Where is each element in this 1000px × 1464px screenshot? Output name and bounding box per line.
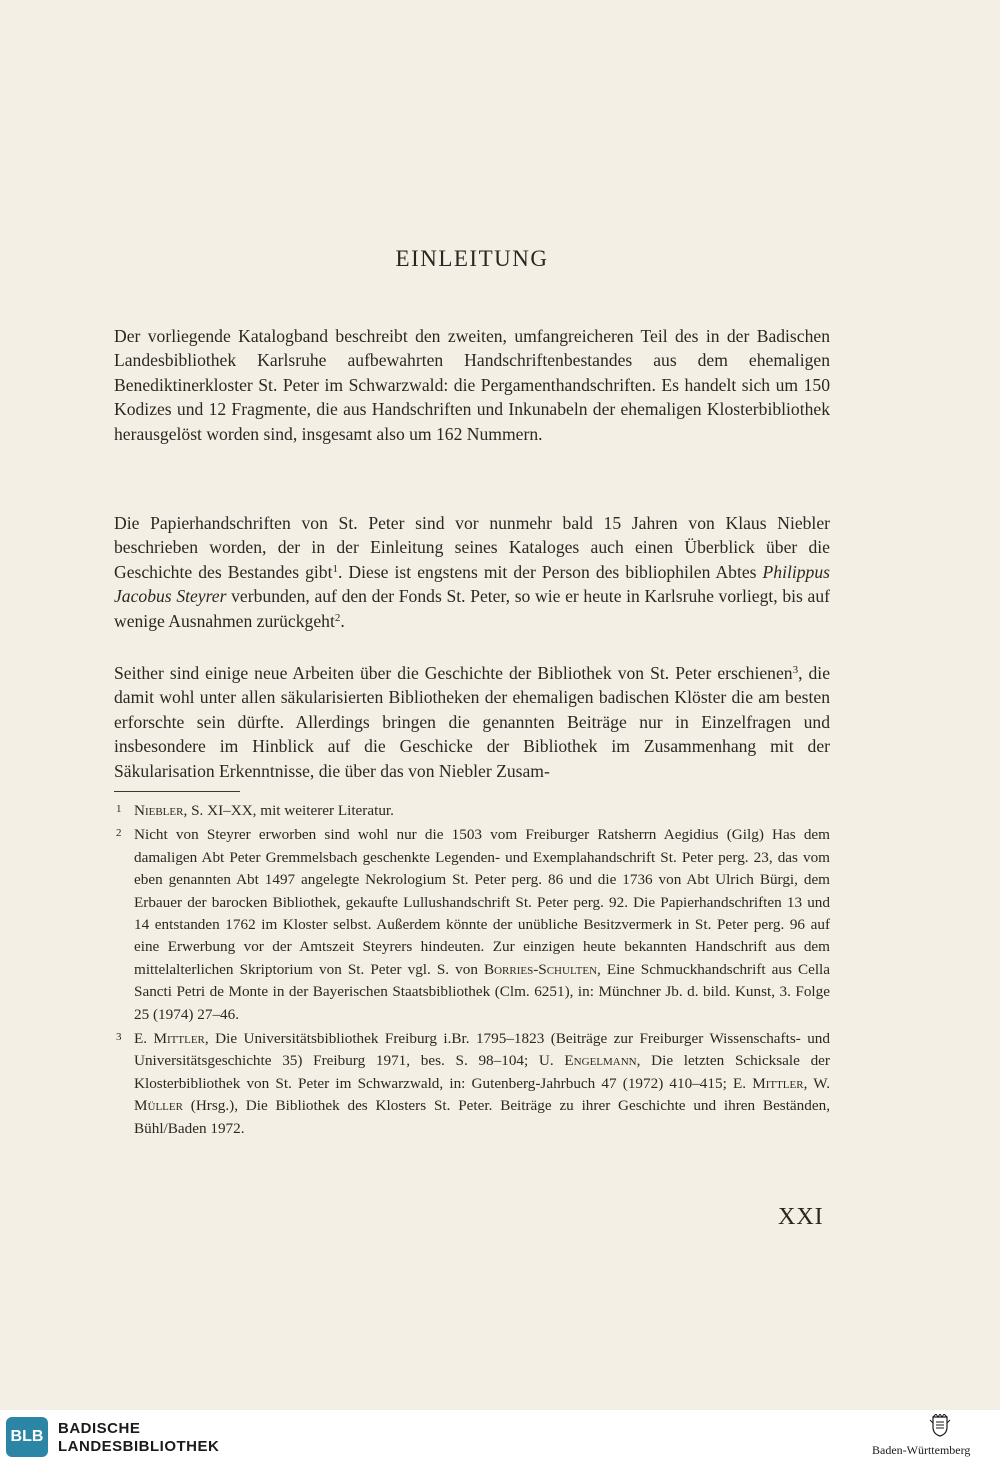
library-name [58,1420,219,1456]
paragraph-1: Der vorliegende Katalogband beschreibt den zweiten, umfangreicheren Teil des in der Badischen Landesbibliothek Karlsruhe aufbewahrten Handschriftenbestandes aus dem ehemaligen Benediktinerkloster St. Peter im Schwarzwald: die Pergamenthandschriften. Es handelt sich um 150 Kodizes und 12 Fragmente, die aus Handschriften und Inkunabeln der ehemaligen Klosterbibliothek herausgelöst worden sind, insgesamt also um 162 Nummern. [114,326,830,444]
footnote-text: , Die letzten Schicksale der Klosterbibliothek von St. Peter im Schwarzwald, in: Gutenberg-Jahrbuch 47 (1972) 410–415; E. [134,1052,830,1092]
author-name: Engelmann [564,1052,637,1070]
footnote-divider [114,791,240,792]
footnote-number: 1 [116,803,122,815]
footnote-1 [114,800,830,822]
state-label: Baden-Württemberg [872,1443,971,1457]
footnote-text: , W. [803,1074,830,1092]
footnote-text: (Hrsg.), Die Bibliothek des Klosters St. Peter. Beiträge zu ihrer Geschichte und ihren Beständen, Bühl/Baden 1972. [134,1097,830,1137]
footnote-number: 3 [116,1031,122,1044]
footnote-3 [114,1028,830,1140]
author-name: Borries-Schulten [483,960,598,978]
footnote-ref-1: 1 [332,562,338,575]
author-name: Niebler [134,802,184,819]
blb-logo[interactable]: BLB [6,1417,48,1457]
author-name: Mittler [752,1074,804,1092]
author-name: Müller [134,1097,183,1115]
coat-of-arms-icon [929,1414,951,1438]
footnote-number: 2 [116,827,122,840]
paragraph-2-text-b: . Diese ist engstens mit der Person des bibliophilen Abtes [337,561,763,582]
page-number: XXI [778,1204,824,1230]
paragraph-3 [114,661,830,783]
footnote-text: , S. XI–XX, mit weiterer Literatur. [183,802,394,819]
person-name-italic: Philippus Jacobus Steyrer [114,561,830,607]
paragraph-2-text-a: Die Papierhandschriften von St. Peter sind vor nunmehr bald 15 Jahren von Klaus Niebler beschrieben worden, der in der Einleitung seines Kataloges auch einen Überblick über die Geschichte des Bestandes gibt [114,513,830,582]
library-name-line-1: BADISCHE [58,1420,141,1437]
author-name: Mittler [153,1030,205,1048]
paragraph-2-text-c: verbunden, auf den der Fonds St. Peter, so wie er heute in Karlsruhe vorliegt, bis auf wenige Ausnahmen zurückgeht [114,586,830,631]
library-name-line-2: LANDESBIBLIOTHEK [58,1438,220,1455]
footnote-text: , Die Universitätsbibliothek Freiburg i.Br. 1795–1823 (Beiträge zur Freiburger Wissenschafts- und Universitätsgeschichte 35) Freiburg 1971, bes. S. 98–104; U. [134,1030,830,1070]
footnotes [114,800,830,1142]
footnote-ref-2: 2 [334,611,341,624]
paragraph-2-text-d: . [340,610,345,631]
page-heading: EINLEITUNG [395,246,549,271]
footnote-text: Nicht von Steyrer erworben sind wohl nur die 1503 vom Freiburger Ratsherrn Aegidius (Gilg) Has dem damaligen Abt Peter Gremmelsbach geschenkte Legenden- und Exemplahandschrift St. Peter perg. 23, das vom eben genannten Abt 1497 angelegte Nekrologium St. Peter perg. 86 und die 1736 von Abt Ulrich Bürgi, dem Erbauer der barocken Bibliothek, gekaufte Lullushandschrift St. Peter perg. 92. Die Papierhandschriften 13 und 14 entstanden 1762 im Kloster selbst. Außerdem könnte der unübliche Besitzvermerk in St. Peter perg. 96 auf eine Erwerbung vor der Amtszeit Steyrers hindeuten. Zur einzigen heute bekannten Handschrift aus dem mittelalterlichen Skriptorium von St. Peter vgl. S. von [134,826,830,978]
paragraph-2 [114,511,830,633]
footnote-2 [114,824,830,1026]
footnote-text: E. [134,1030,154,1048]
paragraph-3-text-b: , die damit wohl unter allen säkularisierten Bibliotheken der ehemaligen badischen Klöster die am besten erforschte sein dürfte. Allerdings bringen die genannten Beiträge nur in Einzelfragen und insbesondere im Hinblick auf die Geschicke der Bibliothek im Zusammenhang mit der Säkularisation Erkenntnisse, die über das von Niebler Zusam- [114,663,830,781]
paragraph-3-text-a: Seither sind einige neue Arbeiten über die Geschichte der Bibliothek von St. Peter erschienen [114,663,793,683]
footnote-text: , Eine Schmuckhandschrift aus Cella Sancti Petri de Monte in der Bayerischen Staatsbibliothek (Clm. 6251), in: Münchner Jb. d. bild. Kunst, 3. Folge 25 (1974) 27–46. [134,960,830,1023]
footnote-ref-3: 3 [792,664,799,676]
